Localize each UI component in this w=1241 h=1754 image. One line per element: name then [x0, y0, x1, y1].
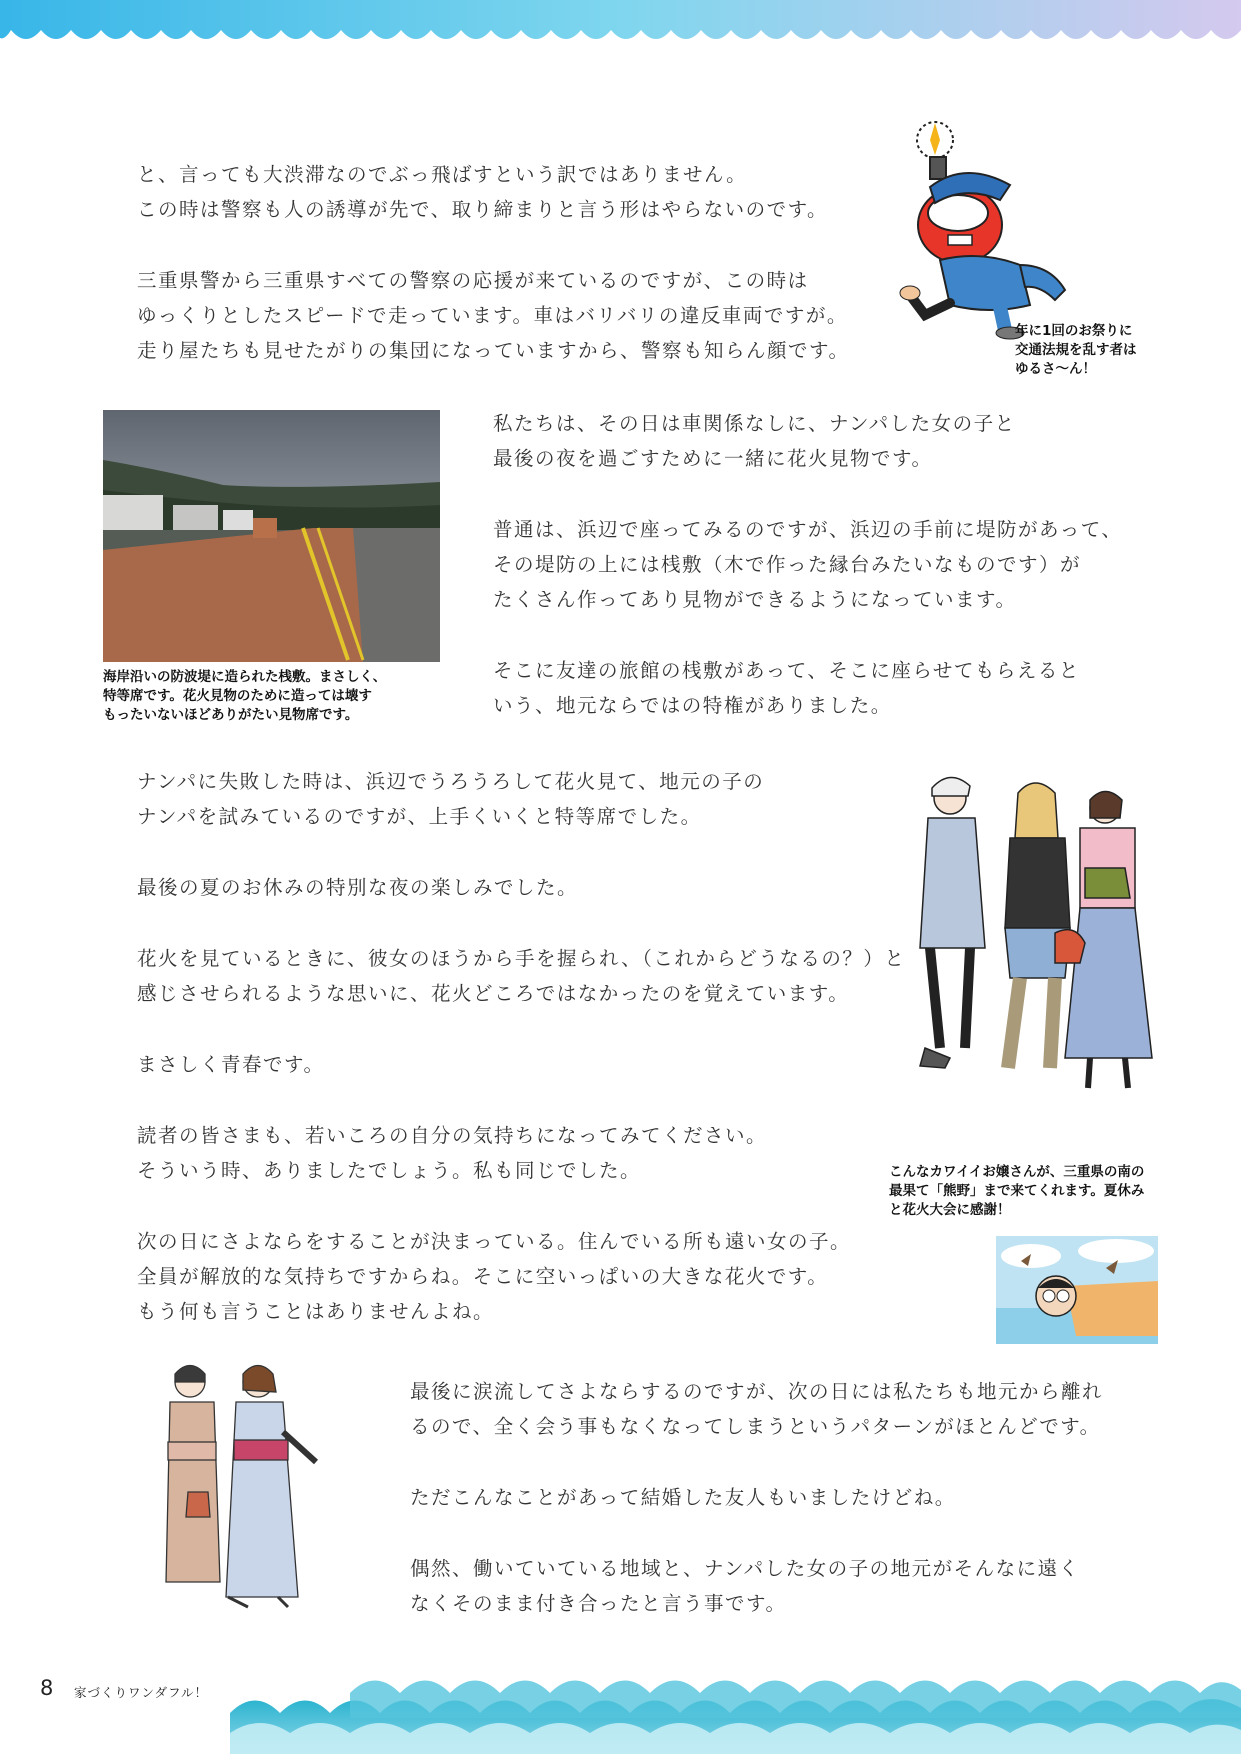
caption-girls: [889, 1163, 1144, 1220]
caption-line: 海岸沿いの防波堤に造られた桟敷。まさしく、: [103, 669, 387, 685]
top-wave-banner: [0, 0, 1241, 50]
text-line: るので、全く会う事もなくなってしまうというパターンがほとんどです。: [410, 1415, 1101, 1438]
caption-line: 交通法規を乱す者は: [1015, 342, 1137, 358]
seawall-seating-photo: [103, 410, 440, 662]
caption-line: 特等席です。花火見物のために造っては壊す: [103, 688, 372, 704]
text-line: 普通は、浜辺で座ってみるのですが、浜辺の手前に堤防があって、: [493, 518, 1123, 541]
text-line: その堤防の上には桟敷（木で作った縁台みたいなものです）が: [493, 553, 1082, 576]
text-line: いう、地元ならではの特権がありました。: [493, 694, 892, 717]
text-line: もう何も言うことはありませんよね。: [137, 1300, 495, 1323]
caption-line: 年に1回のお祭りに: [1015, 323, 1133, 339]
text-line: 読者の皆さまも、若いころの自分の気持ちになってみてください。: [137, 1124, 768, 1147]
paragraph-youth: [137, 764, 905, 1329]
text-line: 次の日にさよならをすることが決まっている。住んでいる所も遠い女の子。: [137, 1230, 852, 1253]
text-line: そこに友達の旅館の桟敷があって、そこに座らせてもらえると: [493, 659, 1080, 682]
text-line: ゆっくりとしたスピードで走っています。車はバリバリの違反車両ですが。: [137, 304, 848, 327]
caption-line: こんなカワイイお嬢さんが、三重県の南の: [889, 1164, 1145, 1180]
footer-title: 家づくりワンダフル！: [74, 1685, 209, 1700]
text-line: 最後の夏のお休みの特別な夜の楽しみでした。: [137, 876, 579, 899]
page-number: 8: [40, 1676, 54, 1700]
bottom-wave-banner: [230, 1668, 1241, 1754]
text-line: 三重県警から三重県すべての警察の応援が来ているのですが、この時は: [137, 269, 809, 292]
text-line: と、言っても大渋滞なのでぶっ飛ばすという訳ではありません。: [137, 163, 748, 186]
text-line: 最後に涙流してさよならするのですが、次の日には私たちも地元から離れ: [410, 1380, 1104, 1403]
text-line: 私たちは、その日は車関係なしに、ナンパした女の子と: [493, 412, 1016, 435]
paragraph-fireworks-seating: [493, 406, 1122, 723]
text-line: 全員が解放的な気持ちですからね。そこに空いっぱいの大きな花火です。: [137, 1265, 829, 1288]
text-line: 走り屋たちも見せたがりの集団になっていますから、警察も知らん顔です。: [137, 339, 850, 362]
sleeping-boy-cartoon: [996, 1236, 1158, 1344]
caption-police: [1015, 322, 1137, 379]
text-line: ナンパに失敗した時は、浜辺でうろうろして花火見て、地元の子の: [137, 770, 765, 793]
paragraph-goodbye: [410, 1374, 1103, 1621]
text-line: 感じさせられるような思いに、花火どころではなかったのを覚えています。: [137, 982, 850, 1005]
caption-photo: [103, 668, 386, 725]
three-girls-illustration: [890, 748, 1175, 1148]
police-cartoon-illustration: [880, 115, 1080, 345]
text-line: ナンパを試みているのですが、上手くいくと特等席でした。: [137, 805, 702, 828]
text-line: ただこんなことがあって結婚した友人もいましたけどね。: [410, 1486, 956, 1509]
text-line: 偶然、働いていている地域と、ナンパした女の子の地元がそんなに遠く: [410, 1557, 1080, 1580]
text-line: 花火を見ているときに、彼女のほうから手を握られ、（これからどうなるの？）と: [137, 947, 906, 970]
text-line: この時は警察も人の誘導が先で、取り締まりと言う形はやらないのです。: [137, 198, 829, 221]
caption-line: もったいないほどありがたい見物席です。: [103, 707, 359, 723]
text-line: なくそのまま付き合ったと言う事です。: [410, 1592, 787, 1615]
caption-line: と花火大会に感謝！: [889, 1202, 1011, 1218]
caption-line: 最果て「熊野」まで来てくれます。夏休み: [889, 1183, 1145, 1199]
caption-line: ゆるさ〜ん！: [1015, 361, 1096, 377]
paragraph-traffic: [137, 157, 849, 368]
text-line: たくさん作ってあり見物ができるようになっています。: [493, 588, 1017, 611]
yukata-girls-illustration: [148, 1352, 338, 1617]
text-line: そういう時、ありましたでしょう。私も同じでした。: [137, 1159, 642, 1182]
text-line: まさしく青春です。: [137, 1053, 325, 1076]
text-line: 最後の夜を過ごすために一緒に花火見物です。: [493, 447, 933, 470]
